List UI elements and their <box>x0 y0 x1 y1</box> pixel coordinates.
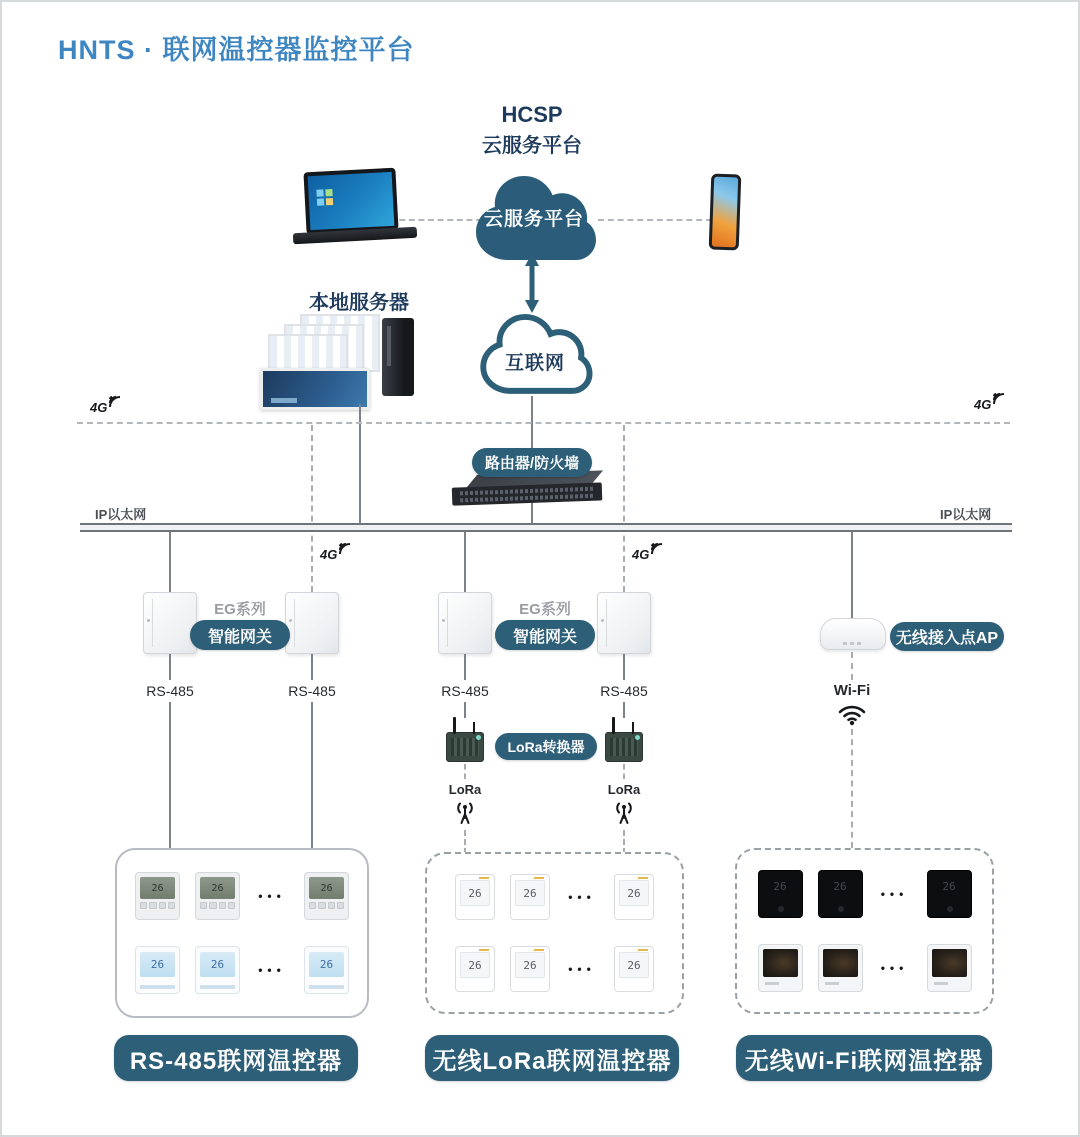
link-cloud-phone <box>598 219 712 221</box>
g4-badge-left <box>90 400 121 415</box>
g4-signal-icon <box>108 395 121 408</box>
ellipsis: ••• <box>880 961 909 975</box>
thermostat: 26 <box>455 874 495 920</box>
drop-line-gw3 <box>464 530 466 592</box>
smart-gateway-1 <box>143 592 197 654</box>
lora-antenna-icon <box>452 800 478 826</box>
group-label-lora: 无线LoRa联网温控器 <box>425 1035 679 1081</box>
thermostat: 26 <box>614 874 654 920</box>
gw2-down-stub <box>311 654 313 680</box>
cloud-service-platform <box>468 172 600 262</box>
thermostat: 26 <box>455 946 495 992</box>
ethernet-bus-line <box>80 523 1012 532</box>
laptop-screen <box>303 168 398 235</box>
gw1-down-stub <box>169 654 171 680</box>
thermostat-row <box>455 946 654 992</box>
rs485-label-4: RS-485 <box>600 683 648 699</box>
thermostat: 26 <box>758 870 803 918</box>
group-label-rs485: RS-485联网温控器 <box>114 1035 358 1081</box>
ellipsis: ••• <box>568 890 596 904</box>
wifi-dash-b <box>851 729 853 848</box>
thermostat: 26 <box>135 872 180 920</box>
group-wifi-thermostats <box>735 848 994 1014</box>
g4-label: 4G <box>90 400 108 415</box>
rs485-line-4 <box>623 702 625 718</box>
cloud-service-platform-label: 云服务平台 <box>483 209 584 230</box>
gw4-down-stub <box>623 654 625 680</box>
internet-cloud-label: 互联网 <box>504 353 565 374</box>
lora-antenna-icon <box>611 800 637 826</box>
router-firewall-pill: 路由器/防火墙 <box>472 448 592 477</box>
thermostat-row <box>758 944 972 992</box>
g4-drop-line-gw2 <box>311 425 313 592</box>
ethernet-label-right: IP以太网 <box>940 507 992 522</box>
g4-dashed-backbone <box>77 422 1010 424</box>
lora-converter-1 <box>446 732 484 762</box>
g4-signal-icon <box>338 542 351 555</box>
thermostat: 26 <box>614 946 654 992</box>
lora-dash-1b <box>464 830 466 854</box>
smart-gateway-3 <box>438 592 492 654</box>
wifi-icon <box>836 701 868 726</box>
smart-gateway-pill-1: 智能网关 <box>190 620 290 650</box>
drop-line-ap <box>851 530 853 620</box>
g4-label: 4G <box>974 397 992 412</box>
eg-series-label-1: EG系列 <box>214 601 266 618</box>
internet-cloud <box>474 310 596 396</box>
ethernet-label-left: IP以太网 <box>95 507 147 522</box>
thermostat: 26 <box>135 946 180 994</box>
g4-badge-gw4 <box>632 547 663 562</box>
g4-signal-icon <box>992 392 1005 405</box>
wireless-ap-pill: 无线接入点AP <box>890 622 1004 651</box>
g4-label: 4G <box>320 547 338 562</box>
thermostat: 26 <box>304 946 349 994</box>
group-lora-thermostats <box>425 852 684 1014</box>
thermostat: 26 <box>818 870 863 918</box>
thermostat <box>758 944 803 992</box>
rs485-label-1: RS-485 <box>146 683 194 699</box>
lora-dash-2b <box>623 830 625 854</box>
thermostat: 26 <box>195 946 240 994</box>
wifi-dash-a <box>851 652 853 680</box>
laptop-icon <box>293 170 417 252</box>
thermostat-row <box>135 946 349 994</box>
gw3-down-stub <box>464 654 466 680</box>
thermostat: 26 <box>195 872 240 920</box>
thermostat <box>818 944 863 992</box>
g4-drop-line-gw4 <box>623 425 625 592</box>
rs485-label-2: RS-485 <box>288 683 336 699</box>
wifi-label: Wi-Fi <box>833 682 871 699</box>
group-rs485-thermostats <box>115 848 369 1018</box>
group-label-wifi: 无线Wi-Fi联网温控器 <box>736 1035 992 1081</box>
g4-label: 4G <box>632 547 650 562</box>
thermostat-row <box>758 870 972 918</box>
hcsp-heading-line2: 云服务平台 <box>482 135 582 157</box>
thermostat <box>927 944 972 992</box>
rs485-line-1 <box>169 702 171 848</box>
ellipsis: ••• <box>568 962 596 976</box>
ellipsis: ••• <box>258 963 286 977</box>
lora-converter-pill: LoRa转换器 <box>495 733 597 760</box>
smart-gateway-pill-2: 智能网关 <box>495 620 595 650</box>
smart-gateway-2 <box>285 592 339 654</box>
server-tower-icon <box>382 318 414 396</box>
rs485-line-3 <box>464 702 466 718</box>
wireless-ap-icon <box>820 618 886 650</box>
thermostat: 26 <box>927 870 972 918</box>
smartphone-icon <box>709 173 742 250</box>
ellipsis: ••• <box>258 889 286 903</box>
bidirectional-arrow-icon <box>522 253 542 313</box>
drop-line-gw1 <box>169 530 171 592</box>
hcsp-heading-line1: HCSP <box>501 102 563 127</box>
monitor-front-icon <box>260 368 370 410</box>
smart-gateway-4 <box>597 592 651 654</box>
rs485-line-2 <box>311 702 313 848</box>
page-title: HNTS · 联网温控器监控平台 <box>58 35 415 65</box>
thermostat-row <box>135 872 349 920</box>
lora-converter-2 <box>605 732 643 762</box>
thermostat: 26 <box>510 874 550 920</box>
lora-dash-1a <box>464 764 466 779</box>
local-server-label: 本地服务器 <box>309 292 409 314</box>
g4-badge-gw2 <box>320 547 351 562</box>
lora-dash-2a <box>623 764 625 779</box>
rs485-label-3: RS-485 <box>441 683 489 699</box>
local-server-cluster-icon <box>260 312 418 412</box>
eg-series-label-2: EG系列 <box>519 601 571 618</box>
g4-badge-right <box>974 397 1005 412</box>
lora-label-1: LoRa <box>448 782 482 797</box>
thermostat-row <box>455 874 654 920</box>
thermostat: 26 <box>510 946 550 992</box>
lora-label-2: LoRa <box>607 782 641 797</box>
thermostat: 26 <box>304 872 349 920</box>
ellipsis: ••• <box>880 887 909 901</box>
g4-signal-icon <box>650 542 663 555</box>
